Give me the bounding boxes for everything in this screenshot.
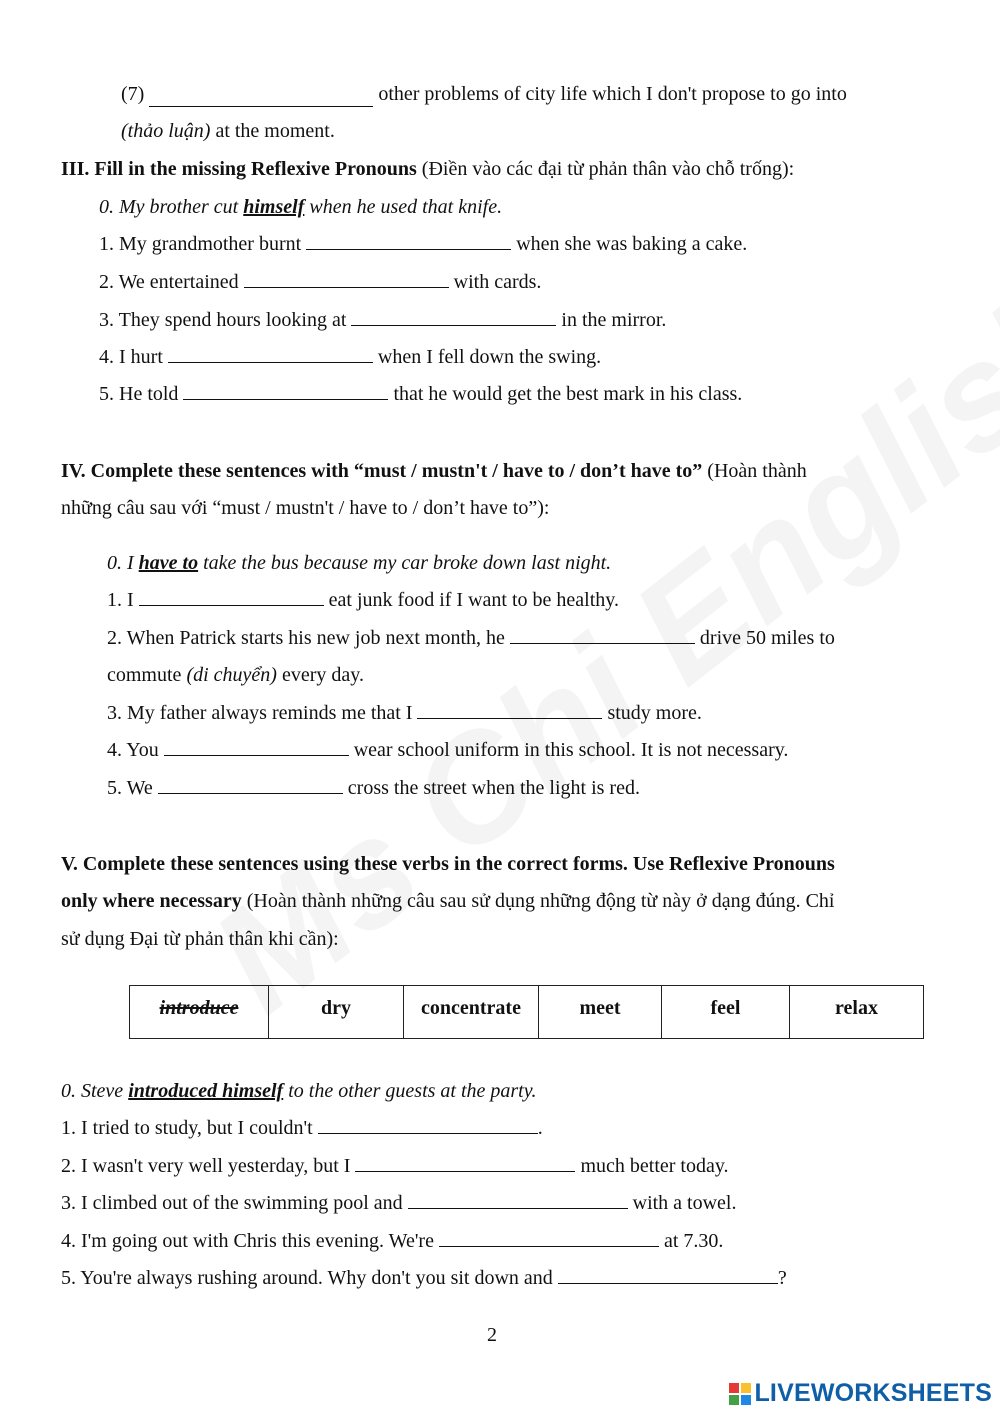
- verb-cell: meet: [539, 986, 662, 1039]
- section-4-item-2: 2. When Patrick starts his new job next month, he drive 50 miles to: [107, 627, 835, 649]
- liveworksheets-logo-icon: [729, 1383, 751, 1405]
- section-4-example: 0. I have to take the bus because my car broke down last night.: [107, 552, 612, 574]
- section-4-item-4: 4. You wear school uniform in this school. It is not necessary.: [107, 739, 789, 761]
- logo-square: [729, 1383, 739, 1393]
- verb-cell: concentrate: [404, 986, 539, 1039]
- verb-cell: introduce: [130, 986, 269, 1039]
- section-3-item-3: 3. They spend hours looking at in the mirror.: [99, 309, 667, 331]
- blank-5-1[interactable]: [318, 1115, 538, 1134]
- section-4-title-line-2: những câu sau với “must / mustn't / have to / don’t have to”):: [61, 497, 550, 519]
- section-3-item-2: 2. We entertained with cards.: [99, 271, 542, 293]
- brand-name: LIVEWORKSHEETS: [754, 1379, 992, 1407]
- logo-square: [741, 1395, 751, 1405]
- section-4-item-2-continued: commute (di chuyển) every day.: [107, 664, 364, 686]
- blank-5-4[interactable]: [439, 1228, 659, 1247]
- example-answer: himself: [243, 196, 305, 218]
- section-5-title-line-2: only where necessary (Hoàn thành những câu sau sử dụng những động từ này ở dạng đúng. Chỉ: [61, 890, 835, 912]
- section-5-item-5: 5. You're always rushing around. Why don't you sit down and ?: [61, 1267, 787, 1289]
- section-3-title: III. Fill in the missing Reflexive Pronouns (Điền vào các đại từ phản thân vào chỗ trống):: [61, 158, 795, 180]
- blank-5-5[interactable]: [558, 1265, 778, 1284]
- verb-cell: feel: [662, 986, 790, 1039]
- section-4-item-5: 5. We cross the street when the light is red.: [107, 777, 640, 799]
- intro-line-1: (7) other problems of city life which I don't propose to go into: [121, 83, 847, 105]
- section-5-item-1: 1. I tried to study, but I couldn't .: [61, 1117, 543, 1139]
- intro-line-2: (thảo luận) at the moment.: [121, 120, 335, 142]
- blank-intro-7[interactable]: [149, 86, 373, 107]
- logo-square: [741, 1383, 751, 1393]
- liveworksheets-brand[interactable]: [729, 1379, 992, 1408]
- blank-5-3[interactable]: [408, 1190, 628, 1209]
- section-4-title: IV. Complete these sentences with “must / mustn't / have to / don’t have to” (Hoàn thành: [61, 460, 807, 482]
- blank-4-1[interactable]: [139, 587, 324, 606]
- section-3-item-1: 1. My grandmother burnt when she was baking a cake.: [99, 233, 748, 255]
- section-5-title: V. Complete these sentences using these verbs in the correct forms. Use Reflexive Pronouns: [61, 853, 835, 875]
- example-answer: have to: [138, 552, 199, 574]
- blank-3-5[interactable]: [183, 381, 388, 400]
- blank-5-2[interactable]: [355, 1153, 575, 1172]
- verb-cell: relax: [790, 986, 924, 1039]
- blank-4-2[interactable]: [510, 625, 695, 644]
- example-answer: introduced himself: [128, 1080, 284, 1102]
- logo-square: [729, 1395, 739, 1405]
- blank-3-2[interactable]: [244, 269, 449, 288]
- blank-3-4[interactable]: [168, 344, 373, 363]
- section-3-item-4: 4. I hurt when I fell down the swing.: [99, 346, 602, 368]
- section-3-item-5: 5. He told that he would get the best mark in his class.: [99, 383, 743, 405]
- section-5-item-2: 2. I wasn't very well yesterday, but I much better today.: [61, 1155, 729, 1177]
- section-5-example: 0. Steve introduced himself to the other guests at the party.: [61, 1080, 537, 1102]
- verb-cell: dry: [269, 986, 404, 1039]
- verb-box: [129, 985, 924, 1039]
- blank-3-3[interactable]: [351, 307, 556, 326]
- section-4-item-1: 1. I eat junk food if I want to be healthy.: [107, 589, 619, 611]
- section-5-item-4: 4. I'm going out with Chris this evening. We're at 7.30.: [61, 1230, 724, 1252]
- section-4-item-3: 3. My father always reminds me that I study more.: [107, 702, 702, 724]
- page-number: 2: [487, 1324, 497, 1346]
- blank-3-1[interactable]: [306, 231, 511, 250]
- blank-4-3[interactable]: [417, 700, 602, 719]
- blank-4-4[interactable]: [164, 737, 349, 756]
- section-5-item-3: 3. I climbed out of the swimming pool and with a towel.: [61, 1192, 737, 1214]
- section-5-title-line-3: sử dụng Đại từ phản thân khi cần):: [61, 928, 339, 950]
- section-3-example: 0. My brother cut himself when he used that knife.: [99, 196, 503, 218]
- blank-4-5[interactable]: [158, 775, 343, 794]
